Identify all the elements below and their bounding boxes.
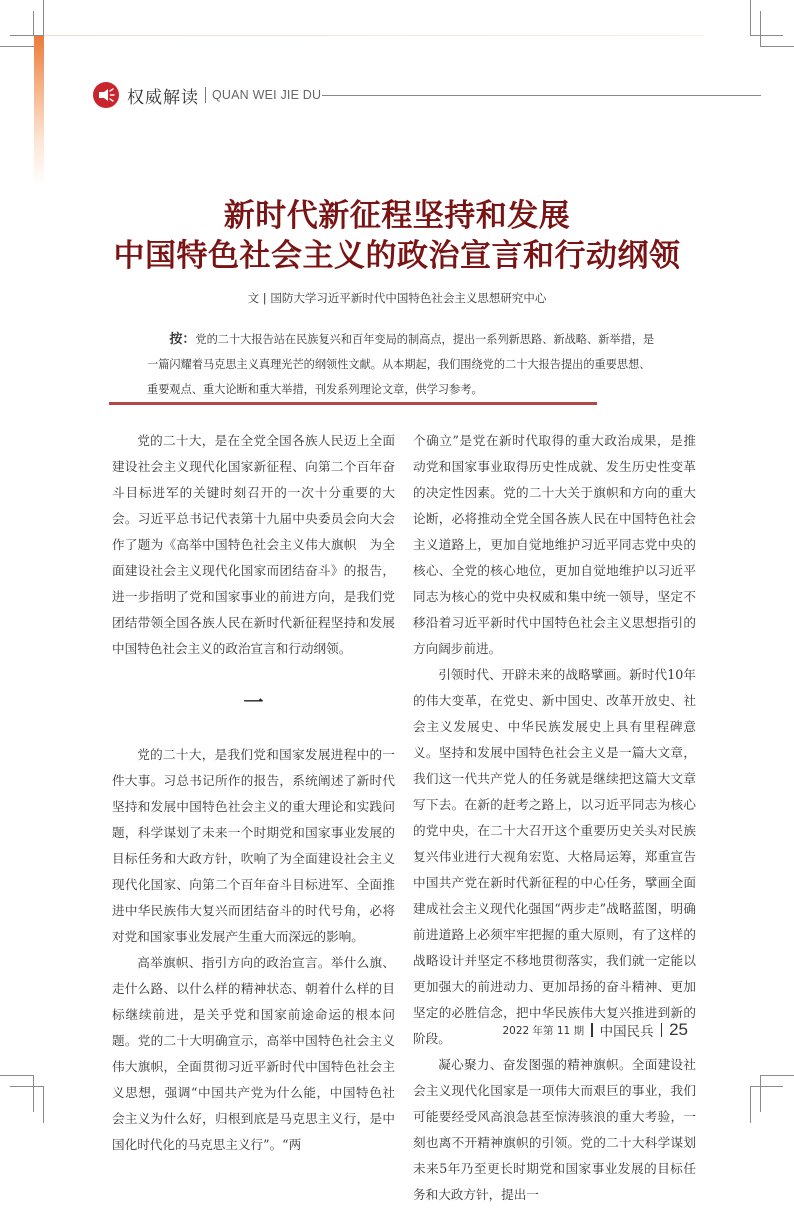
body-paragraph: 高举旗帜、指引方向的政治宣言。举什么旗、走什么路、以什么样的精神状态、朝着什么样的目标继续前进，是关乎党和国家前途命运的根本问题。党的二十大明确宣示，高举中国特色社会主义伟大旗帜，全面贯彻习近平新时代中国特色社会主义思想，强调“中国共产党为什么能，中国特色社会主义为什么好，归根到底是马克思主义行，是中国化时代化的马克思主义行”。“两 (112, 955, 395, 1152)
article-title-line-1: 新时代新征程坚持和发展 (223, 198, 571, 234)
magazine-name: 中国民兵 (599, 1024, 654, 1040)
crop-mark-top-right (750, 35, 783, 36)
crop-mark-top-left (43, 0, 44, 37)
crop-mark-top-left (33, 11, 34, 36)
crop-mark-top-right (760, 46, 794, 47)
article-title-line-2: 中国特色社会主义的政治宣言和行动纲领 (113, 238, 681, 274)
page-number: 25 (669, 1020, 688, 1039)
body-paragraph: 个确立”是党在新时代取得的重大政治成果，是推动党和国家事业取得历史性成就、发生历史性变革的决定性因素。党的二十大关于旗帜和方向的重大论断，必将推动全党全国各族人民在中国特色社会主义道路上，更加自觉地维护习近平同志党中央的核心、全党的核心地位，更加自觉地维护以习近平同志为核心的党中央权威和集中统一领导，坚定不移沿着习近平新时代中国特色社会主义思想指引的方向阔步前进。 (413, 433, 696, 656)
section-number: 一 (243, 690, 264, 714)
body-column-right (413, 428, 696, 1208)
crop-mark-bottom-left (0, 1075, 33, 1076)
editors-note-label: 按： (169, 332, 196, 347)
footer-divider (591, 1023, 593, 1037)
body-paragraph: 党的二十大，是在全党全国各族人民迈上全面建设社会主义现代化国家新征程、向第二个百年奋斗目标进军的关键时刻召开的一次十分重要的大会。习近平总书记代表第十九届中央委员会向大会作了题为《高举中国特色社会主义伟大旗帜 为全面建设社会主义现代化国家而团结奋斗》的报告，进一步指明了党和国家事业的前进方向，是我们党团结带领全国各族人民在新时代新征程坚持和发展中国特色社会主义的政治宣言和行动纲领。 (112, 433, 395, 656)
section-name-cn: 权威解读 (127, 87, 199, 108)
header-rule (322, 95, 761, 96)
megaphone-icon (93, 82, 119, 108)
crop-mark-bottom-right (760, 1075, 794, 1076)
crop-mark-top-right (750, 0, 751, 36)
editors-note (147, 327, 655, 402)
section-name-en: QUAN WEI JIE DU (212, 88, 322, 102)
article-byline: 文 | 国防大学习近平新时代中国特色社会主义思想研究中心 (247, 291, 547, 305)
crop-mark-bottom-left (43, 1086, 44, 1123)
crop-mark-bottom-left (10, 1086, 43, 1087)
crop-mark-bottom-right (760, 1075, 761, 1112)
crop-mark-bottom-right (750, 1086, 751, 1123)
body-paragraph: 党的二十大，是我们党和国家发展进程中的一件大事。习总书记所作的报告，系统阐述了新时代坚持和发展中国特色社会主义的重大理论和实践问题，科学谋划了未来一个时期党和国家事业发展的目标任务和大政方针，吹响了为全面建设社会主义现代化国家、向第二个百年奋斗目标进军、全面推进中华民族伟大复兴而团结奋斗的时代号角，必将对党和国家事业发展产生重大而深远的影响。 (112, 747, 395, 944)
header-divider (205, 87, 206, 103)
editors-note-text: 党的二十大报告站在民族复兴和百年变局的制高点，提出一系列新思路、新战略、新举措，是一篇闪耀着马克思主义真理光芒的纲领性文献。从本期起，我们围绕党的二十大报告提出的重要思想、重要观点、重大论断和重大举措，刊发系列理论文章，供学习参考。 (147, 333, 655, 396)
orange-accent-bar (34, 36, 44, 186)
page-footer (502, 1020, 688, 1040)
section-header (93, 80, 321, 110)
crop-mark-bottom-left (33, 1075, 34, 1112)
issue-label: 2022 年第 11 期 (502, 1024, 585, 1037)
intro-separator (109, 402, 597, 405)
crop-mark-bottom-right (750, 1086, 783, 1087)
body-paragraph: 引领时代、开辟未来的战略擘画。新时代10年的伟大变革，在党史、新中国史、改革开放史、社会主义发展史、中华民族发展史上具有里程碑意义。坚持和发展中国特色社会主义是一篇大文章，我们这一代共产党人的任务就是继续把这篇大文章写下去。在新的赶考之路上，以习近平同志为核心的党中央，在二十大召开这个重要历史关头对民族复兴伟业进行大视角宏览、大格局运筹，郑重宣告中国共产党在新时代新征程的中心任务，擘画全面建成社会主义现代化强国“两步走”战略蓝图，明确前进道路上必须牢牢把握的重大原则，有了这样的战略设计并坚定不移地贯彻落实，我们就一定能以更加强大的前进动力、更加昂扬的奋斗精神、更加坚定的必胜信念，把中华民族伟大复兴推进到新的阶段。 (413, 667, 696, 1046)
footer-divider (661, 1023, 663, 1037)
top-decorative-rule (44, 35, 704, 36)
body-paragraph: 凝心聚力、奋发图强的精神旗帜。全面建设社会主义现代化国家是一项伟大而艰巨的事业，我们可能要经受风高浪急甚至惊涛骇浪的重大考验，一刻也离不开精神旗帜的引领。党的二十大科学谋划未来5年乃至更长时期党和国家事业发展的目标任务和大政方针，提出一 (413, 1057, 696, 1202)
crop-mark-top-right (760, 11, 761, 47)
body-column-left (112, 428, 395, 1158)
